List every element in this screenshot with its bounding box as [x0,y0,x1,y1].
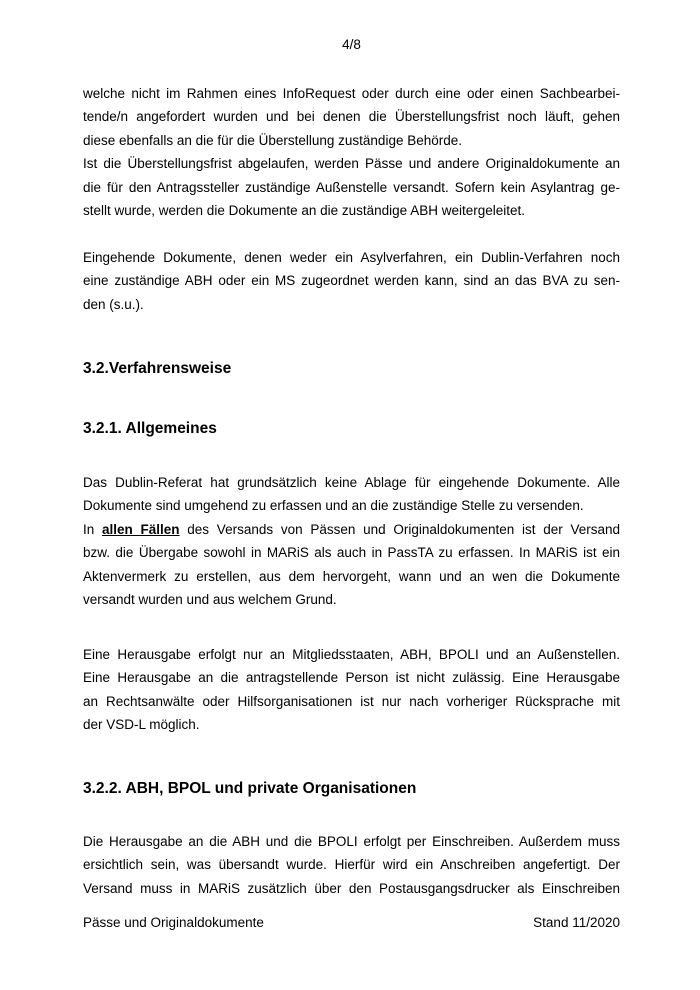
text-line: diese ebenfalls an die für die Überstellung zuständige Behörde. [83,132,463,148]
text-line: Das Dublin-Referat hat grundsätzlich keine Ablage für eingehende Dokumente. Alle [83,475,620,490]
text-line: Aktenvermerk zu erstellen, aus dem hervorgeht, wann und an wen die Dokumente [83,568,620,584]
heading-3-2-verfahrensweise: 3.2.Verfahrensweise [83,360,232,377]
text-line: bzw. die Übergabe sowohl in MARiS als auch in PassTA zu erfassen. In MARiS ist ein [83,545,620,561]
text-line: Eine Herausgabe an die antragstellende Person ist nicht zulässig. Eine Herausgabe [83,670,620,686]
heading-3-2-2-abh-bpol: 3.2.2. ABH, BPOL und private Organisationen [83,780,417,797]
text-line: Dokumente sind umgehend zu erfassen und an die zuständige Stelle zu versenden. [83,498,584,514]
text-line: der VSD-L möglich. [83,717,200,733]
footer-version-date: Stand 11/2020 [533,915,620,930]
text-line: welche nicht im Rahmen eines InfoRequest oder durch eine oder einen Sachbearbei- [83,86,620,101]
text-line: ersichtlich sein, was übersandt wurde. Hierfür wird ein Anschreiben angefertigt. Der [83,857,620,873]
text-line: an Rechtsanwälte oder Hilfsorganisationen ist nur nach vorheriger Rücksprache mit [83,693,620,709]
text-segment: In [83,521,103,537]
text-line: stellt wurde, werden die Dokumente an die zuständige ABH weitergeleitet. [83,203,525,219]
text-line: tende/n angefordert wurden und bei denen die Überstellungsfrist noch läuft, gehen [83,109,620,125]
footer-document-title: Pässe und Originaldokumente [83,915,264,930]
text-line [83,518,620,541]
text-segment: des Versands von Pässen und Originaldokumenten ist der Versand [179,521,621,537]
paragraph-eingehende-dokumente [83,246,620,316]
page-number: 4/8 [342,37,361,52]
text-line: Eine Herausgabe erfolgt nur an Mitgliedsstaaten, ABH, BPOLI und an Außenstellen. [83,647,620,662]
heading-3-2-1-allgemeines: 3.2.1. Allgemeines [83,420,217,437]
text-line: Versand muss in MARiS zusätzlich über den Postausgangsdrucker als Einschreiben [83,880,620,896]
text-line: Eingehende Dokumente, denen weder ein Asylverfahren, ein Dublin-Verfahren noch [83,250,620,265]
text-line: eine zuständige ABH oder ein MS zugeordnet werden kann, sind an das BVA zu sen- [83,273,620,289]
text-line: Ist die Überstellungsfrist abgelaufen, werden Pässe und andere Originaldokumente an [83,156,620,172]
text-line: die für den Antragssteller zuständige Außenstelle versandt. Sofern kein Asylantrag ge- [83,179,620,195]
paragraph-dublin-referat [83,471,620,611]
text-line: versandt wurden und aus welchem Grund. [83,592,337,608]
paragraph-herausgabe-abh-bpoli [83,830,620,900]
page-footer [83,911,620,934]
text-line: Die Herausgabe an die ABH und die BPOLI erfolgt per Einschreiben. Außerdem muss [83,834,620,849]
text-line: den (s.u.). [83,296,144,312]
paragraph-herausgabe [83,643,620,737]
emphasis-allen-faellen: allen Fällen [102,521,180,537]
paragraph-overstellungsfrist [83,82,620,222]
